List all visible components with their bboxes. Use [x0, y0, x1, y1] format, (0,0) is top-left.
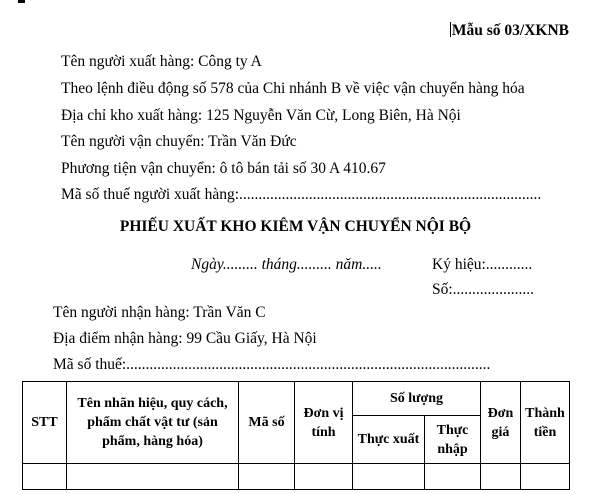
header-qty-in: Thực nhập	[425, 416, 481, 464]
date-line: Ngày......... tháng......... năm.....	[191, 256, 382, 273]
form-code	[450, 22, 569, 40]
shipper-tax-code: Mã số thuế người xuất hàng:..............................................................................	[61, 186, 542, 203]
shipper-name: Tên người xuất hàng: Công ty A	[61, 53, 262, 70]
table-row	[23, 464, 570, 490]
header-item-name: Tên nhãn hiệu, quy cách, phẩm chất vật tư (sản phẩm, hàng hóa)	[67, 382, 239, 464]
receiver-tax-code: Mã số thuế:..............................................................................................	[53, 356, 491, 373]
table-cell	[425, 464, 481, 490]
header-stt: STT	[23, 382, 67, 464]
header-code: Mã số	[239, 382, 295, 464]
table-cell	[521, 464, 570, 490]
header-qty-out: Thực xuất	[353, 416, 425, 464]
goods-table	[22, 381, 570, 490]
table-cell	[23, 464, 67, 490]
warehouse-address: Địa chỉ kho xuất hàng: 125 Nguyễn Văn Cừ, Long Biên, Hà Nội	[61, 107, 461, 124]
header-unit-price: Đơn giá	[481, 382, 521, 464]
header-row-1	[23, 382, 570, 416]
header-quantity: Số lượng	[353, 382, 481, 416]
document-title: PHIẾU XUẤT KHO KIÊM VẬN CHUYỂN NỘI BỘ	[119, 218, 472, 235]
table-cell	[295, 464, 353, 490]
table-cell	[67, 464, 239, 490]
number-field: Số:.....................	[432, 281, 535, 298]
receiver-name: Tên người nhận hàng: Trần Văn C	[53, 304, 266, 321]
text-cursor	[450, 22, 451, 37]
table-cell	[353, 464, 425, 490]
form-code-text: Mẫu số 03/XKNB	[451, 22, 569, 39]
header-amount: Thành tiền	[521, 382, 570, 464]
header-unit: Đơn vị tính	[295, 382, 353, 464]
vehicle: Phương tiện vận chuyển: ô tô bán tải số 30 A 410.67	[61, 160, 386, 177]
page-corner-mark	[18, 0, 25, 3]
receiver-place: Địa điểm nhận hàng: 99 Cầu Giấy, Hà Nội	[53, 330, 317, 347]
symbol-field: Ký hiệu:............	[432, 256, 533, 273]
table-cell	[481, 464, 521, 490]
dispatch-order: Theo lệnh điều động số 578 của Chi nhánh B về việc vận chuyển hàng hóa	[61, 80, 525, 97]
carrier-name: Tên người vận chuyển: Trần Văn Đức	[61, 133, 297, 150]
table-cell	[239, 464, 295, 490]
